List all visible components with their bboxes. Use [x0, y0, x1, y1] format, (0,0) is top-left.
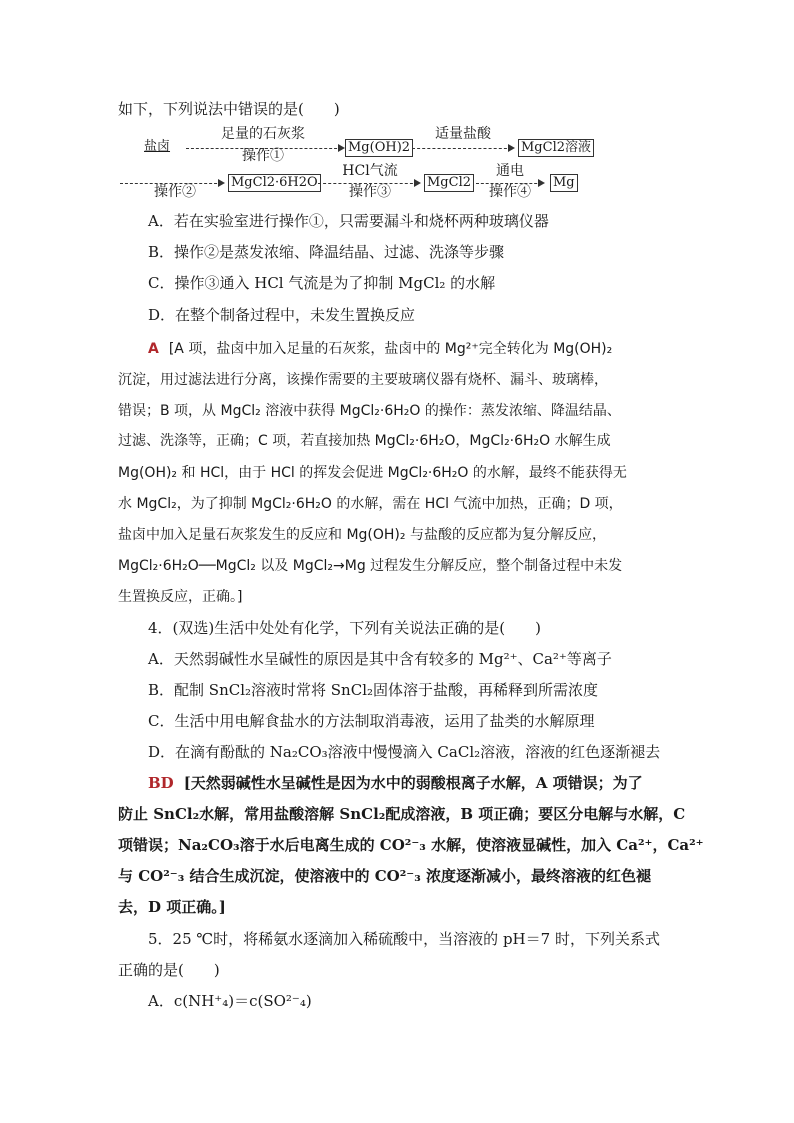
q4-option-a: A．天然弱碱性水呈碱性的原因是其中含有较多的 Mg²⁺、Ca²⁺等离子: [148, 650, 612, 668]
q3-option-a: A．若在实验室进行操作①，只需要漏斗和烧杯两种玻璃仪器: [148, 212, 549, 230]
q4-explanation-line: 防止 SnCl₂水解，常用盐酸溶解 SnCl₂配成溶液，B 项正确；要区分电解与水解，C: [118, 805, 686, 823]
q4-explanation-line: 去，D 项正确。]: [118, 898, 226, 916]
q4-explanation-line: 与 CO²⁻₃ 结合生成沉淀，使溶液中的 CO²⁻₃ 浓度逐渐减小，最终溶液的红色褪: [118, 867, 652, 885]
q3-explanation-text: [A 项，盐卤中加入足量的石灰浆，盐卤中的 Mg²⁺完全转化为 Mg(OH)₂: [168, 341, 613, 357]
arrowhead-icon: [414, 179, 421, 187]
q3-answer-key: A: [148, 341, 159, 357]
q4-option-b: B．配制 SnCl₂溶液时常将 SnCl₂固体溶于盐酸，再稀释到所需浓度: [148, 681, 599, 699]
q3-explanation-line: Mg(OH)₂ 和 HCl，由于 HCl 的挥发会促进 MgCl₂·6H₂O 的水解，最终不能获得无: [118, 465, 627, 481]
flow-box-hydrate: MgCl2·6H2O: [228, 174, 321, 192]
arrowhead-icon: [218, 179, 225, 187]
arrowhead-icon: [508, 144, 515, 152]
flow-step1-reagent: 足量的石灰浆: [221, 126, 305, 142]
flow-box-mgoh2: Mg(OH)2: [345, 139, 413, 157]
q4-answer-key: BD: [148, 774, 174, 792]
question-5-stem-continued: 正确的是( ): [118, 961, 220, 979]
q4-option-c: C．生活中用电解食盐水的方法制取消毒液，运用了盐类的水解原理: [148, 712, 595, 730]
q4-explanation-line: 项错误；Na₂CO₃溶于水后电离生成的 CO²⁻₃ 水解，使溶液显碱性，加入 Ca²⁺，Ca²⁺: [118, 836, 704, 854]
flow-step5-operation: 操作④: [489, 184, 531, 200]
flow-step1-operation: 操作①: [242, 148, 284, 164]
question-4-stem: 4．(双选)生活中处处有化学，下列有关说法正确的是( ): [148, 619, 541, 637]
question-3-intro: 如下，下列说法中错误的是( ): [118, 100, 340, 118]
q3-explanation-line: 过滤、洗涤等，正确；C 项，若直接加热 MgCl₂·6H₂O，MgCl₂·6H₂O 水解生成: [118, 433, 611, 449]
q4-explanation-text: [天然弱碱性水呈碱性是因为水中的弱酸根离子水解，A 项错误；为了: [183, 774, 643, 792]
q3-explanation-line: [148, 338, 708, 360]
q3-explanation-line: 沉淀，用过滤法进行分离，该操作需要的主要玻璃仪器有烧杯、漏斗、玻璃棒，: [118, 372, 608, 388]
flow-step2-reagent: 适量盐酸: [435, 126, 491, 142]
q3-explanation-line: 错误；B 项，从 MgCl₂ 溶液中获得 MgCl₂·6H₂O 的操作：蒸发浓缩、降温结晶、: [118, 403, 621, 419]
q3-explanation-line: 盐卤中加入足量石灰浆发生的反应和 Mg(OH)₂ 与盐酸的反应都为复分解反应，: [118, 527, 606, 543]
q3-option-c: C．操作③通入 HCl 气流是为了抑制 MgCl₂ 的水解: [148, 274, 496, 292]
q3-option-d: D．在整个制备过程中，未发生置换反应: [148, 306, 416, 324]
arrowhead-icon: [338, 144, 345, 152]
flow-step4-operation: 操作③: [349, 184, 391, 200]
question-5-stem: 5．25 ℃时，将稀氨水逐滴加入稀硫酸中，当溶液的 pH＝7 时，下列关系式: [148, 930, 660, 948]
flow-box-mgcl2: MgCl2: [424, 174, 474, 192]
q4-option-d: D．在滴有酚酞的 Na₂CO₃溶液中慢慢滴入 CaCl₂溶液，溶液的红色逐渐褪去: [148, 743, 661, 761]
q3-explanation-line: 生置换反应，正确。]: [118, 589, 243, 605]
flow-arrow-2: [412, 148, 512, 149]
q3-option-b: B．操作②是蒸发浓缩、降温结晶、过滤、洗涤等步骤: [148, 243, 505, 261]
q4-explanation-line: [148, 772, 708, 794]
flow-step3-operation: 操作②: [154, 184, 196, 200]
flow-start-brine: 盐卤: [144, 139, 171, 154]
flow-step5-reagent: 通电: [496, 163, 524, 179]
flow-step4-reagent: HCl气流: [342, 163, 398, 179]
flow-box-mg: Mg: [550, 174, 578, 192]
q3-explanation-line: 水 MgCl₂，为了抑制 MgCl₂·6H₂O 的水解，需在 HCl 气流中加热，正确；D 项，: [118, 496, 623, 512]
flow-box-mgcl2-solution: MgCl2溶液: [518, 139, 594, 157]
q3-explanation-line: MgCl₂·6H₂O──MgCl₂ 以及 MgCl₂→Mg 过程发生分解反应，整个制备过程中未发: [118, 558, 623, 574]
q5-option-a: A．c(NH⁺₄)＝c(SO²⁻₄): [148, 992, 312, 1010]
